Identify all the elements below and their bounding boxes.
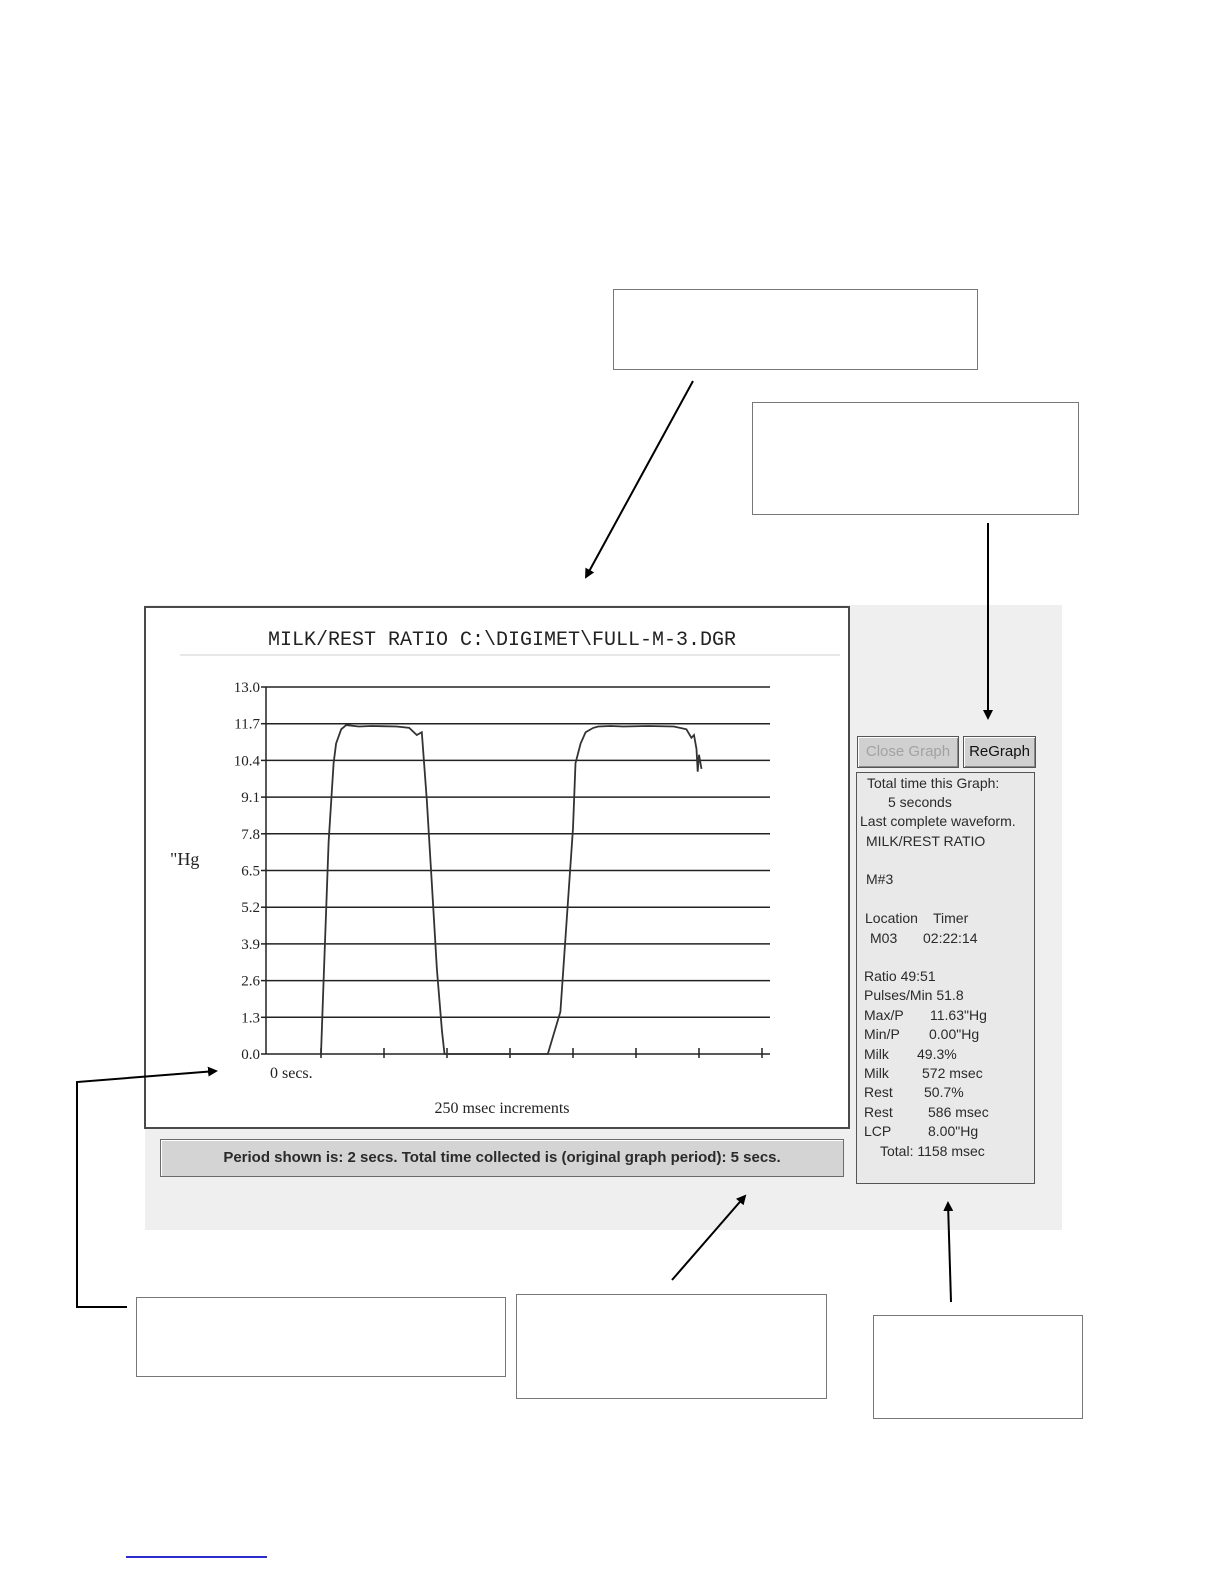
max-p-label: Max/P [864,1007,904,1023]
y-tick-label: 0.0 [241,1047,260,1063]
total-time-label: Total time this Graph: [867,775,1000,791]
arrow-to-info-panel [948,1203,951,1302]
total-msec: Total: 1158 msec [880,1143,985,1159]
timer-value: 02:22:14 [923,930,978,946]
rest-pct-value: 50.7% [924,1084,964,1100]
last-waveform-text: Last complete waveform. [860,813,1016,829]
y-tick-label: 7.8 [241,826,260,843]
close-graph-button[interactable]: Close Graph [857,736,959,768]
y-tick-label: 9.1 [241,790,260,807]
arrow-to-graph-title [586,381,693,577]
max-p-value: 11.63"Hg [930,1007,987,1023]
regraph-button[interactable]: ReGraph [963,736,1036,768]
chart-title: MILK/REST RATIO C:\DIGIMET\FULL-M-3.DGR [267,629,737,652]
y-tick-label: 10.4 [233,753,260,770]
y-tick-label: 5.2 [241,900,260,917]
x-axis-label: 250 msec increments [434,1100,570,1117]
lcp-value: 8.00"Hg [928,1123,979,1139]
min-p-value: 0.00"Hg [929,1026,980,1042]
y-tick-label: 6.5 [241,863,260,880]
y-tick-label: 13.0 [233,680,260,696]
ratio-value: Ratio 49:51 [864,968,936,984]
lcp-label: LCP [864,1123,892,1139]
rest-msec-value: 586 msec [928,1104,989,1120]
pulses-value: Pulses/Min 51.8 [864,987,964,1003]
y-tick-label: 1.3 [241,1010,260,1027]
timer-label: Timer [933,910,969,926]
total-time-value: 5 seconds [888,794,952,810]
unit-id: M#3 [866,871,894,887]
graph-type: MILK/REST RATIO [866,833,986,849]
x-start-label: 0 secs. [270,1065,313,1082]
y-unit-label: "Hg [170,849,200,869]
rest-pct-label: Rest [864,1084,893,1100]
rest-msec-label: Rest [864,1104,893,1120]
milk-pct-value: 49.3% [917,1046,957,1062]
milk-msec-label: Milk [864,1065,889,1081]
location-value: M03 [870,930,898,946]
milk-msec-value: 572 msec [922,1065,983,1081]
link-underline[interactable] [126,1556,267,1558]
arrow-to-status-bar [672,1196,745,1280]
location-label: Location [865,910,918,926]
milk-pct-label: Milk [864,1046,889,1062]
y-tick-label: 11.7 [234,716,260,733]
y-tick-label: 3.9 [241,936,260,953]
min-p-label: Min/P [864,1026,900,1042]
y-tick-label: 2.6 [241,973,260,990]
status-bar: Period shown is: 2 secs. Total time collected is (original graph period): 5 secs. [160,1139,844,1177]
arrow-to-y-axis [77,1071,216,1307]
